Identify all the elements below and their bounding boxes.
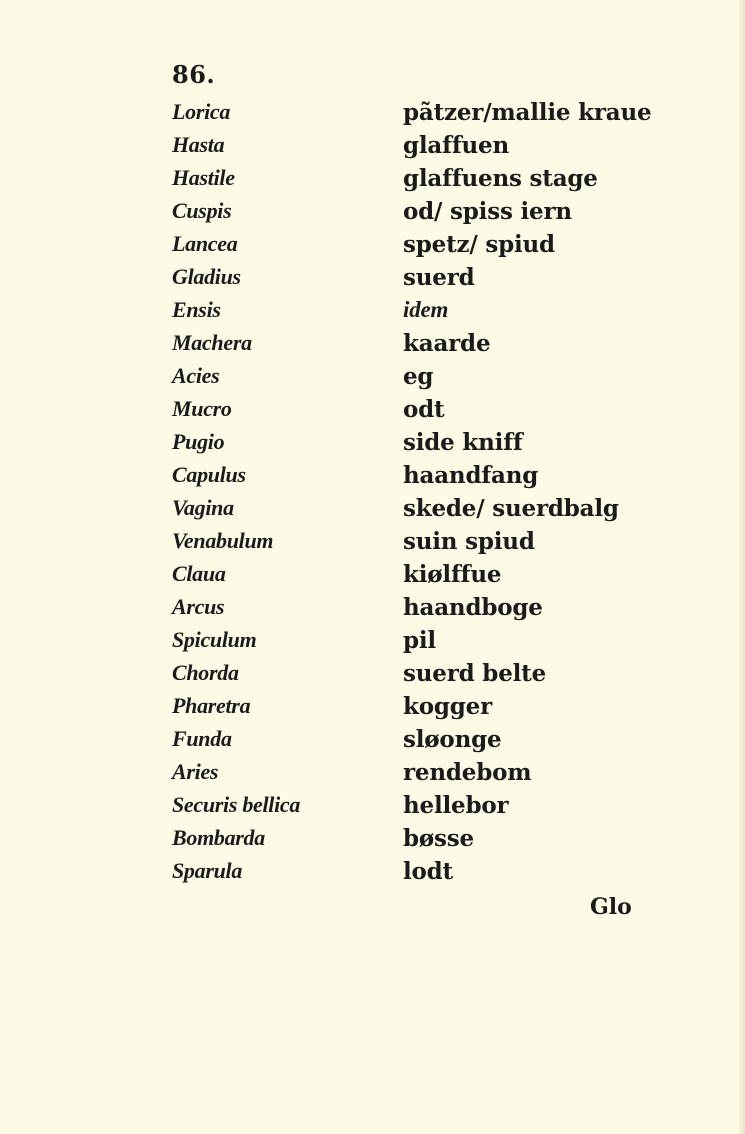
latin-term: Chorda (172, 660, 239, 685)
latin-term: Funda (172, 726, 232, 751)
danish-translation: kiølffue (403, 561, 502, 588)
glossary-row (0, 690, 745, 723)
danish-translation: hellebor (403, 792, 509, 819)
latin-term: Mucro (172, 396, 232, 421)
glossary-row (0, 789, 745, 822)
latin-term: Cuspis (172, 198, 232, 223)
danish-translation: sløonge (403, 726, 502, 753)
latin-term: Aries (172, 759, 219, 784)
danish-translation: kogger (403, 693, 492, 720)
glossary-row (0, 96, 745, 129)
glossary-row (0, 327, 745, 360)
glossary-row (0, 492, 745, 525)
latin-term: Ensis (172, 297, 221, 322)
glossary-list (0, 96, 745, 888)
glossary-row (0, 822, 745, 855)
glossary-row (0, 162, 745, 195)
glossary-row (0, 756, 745, 789)
danish-translation: suerd belte (403, 660, 547, 687)
latin-term: Lancea (172, 231, 238, 256)
page-number: 86. (172, 60, 216, 89)
danish-translation: od/ spiss iern (403, 198, 572, 225)
glossary-row (0, 624, 745, 657)
danish-translation: haandfang (403, 462, 539, 489)
latin-term: Sparula (172, 858, 243, 883)
latin-term: Machera (172, 330, 252, 355)
glossary-row (0, 459, 745, 492)
glossary-row (0, 195, 745, 228)
latin-term: Pharetra (172, 693, 251, 718)
latin-term: Lorica (172, 99, 231, 124)
danish-translation: haandboge (403, 594, 543, 621)
latin-term: Acies (172, 363, 220, 388)
danish-translation: lodt (403, 858, 453, 885)
glossary-row (0, 855, 745, 888)
glossary-row (0, 228, 745, 261)
glossary-row (0, 294, 745, 327)
latin-term: Venabulum (172, 528, 274, 553)
latin-term: Spiculum (172, 627, 257, 652)
danish-translation: bøsse (403, 825, 474, 852)
glossary-row (0, 426, 745, 459)
latin-term: Vagina (172, 495, 234, 520)
danish-translation: odt (403, 396, 445, 423)
danish-translation: pil (403, 627, 436, 654)
glossary-row (0, 129, 745, 162)
danish-translation: spetz/ spiud (403, 231, 555, 258)
latin-term: Arcus (172, 594, 225, 619)
catchword: Glo (590, 894, 632, 920)
latin-term: Securis bellica (172, 792, 301, 817)
latin-term: Gladius (172, 264, 241, 289)
danish-translation: eg (403, 363, 434, 390)
danish-translation: skede/ suerdbalg (403, 495, 619, 522)
danish-translation: pãtzer/mallie kraue (403, 99, 652, 126)
danish-translation: suerd (403, 264, 475, 291)
latin-term: Bombarda (172, 825, 265, 850)
danish-translation: idem (403, 297, 449, 322)
danish-translation: rendebom (403, 759, 532, 786)
glossary-row (0, 657, 745, 690)
glossary-row (0, 525, 745, 558)
glossary-row (0, 393, 745, 426)
latin-term: Claua (172, 561, 226, 586)
danish-translation: suin spiud (403, 528, 535, 555)
glossary-row (0, 261, 745, 294)
glossary-row (0, 360, 745, 393)
latin-term: Pugio (172, 429, 225, 454)
latin-term: Hastile (172, 165, 235, 190)
glossary-row (0, 558, 745, 591)
danish-translation: glaffuens stage (403, 165, 598, 192)
latin-term: Capulus (172, 462, 246, 487)
latin-term: Hasta (172, 132, 225, 157)
glossary-row (0, 723, 745, 756)
danish-translation: kaarde (403, 330, 491, 357)
danish-translation: side kniff (403, 429, 523, 456)
glossary-row (0, 591, 745, 624)
danish-translation: glaffuen (403, 132, 509, 159)
